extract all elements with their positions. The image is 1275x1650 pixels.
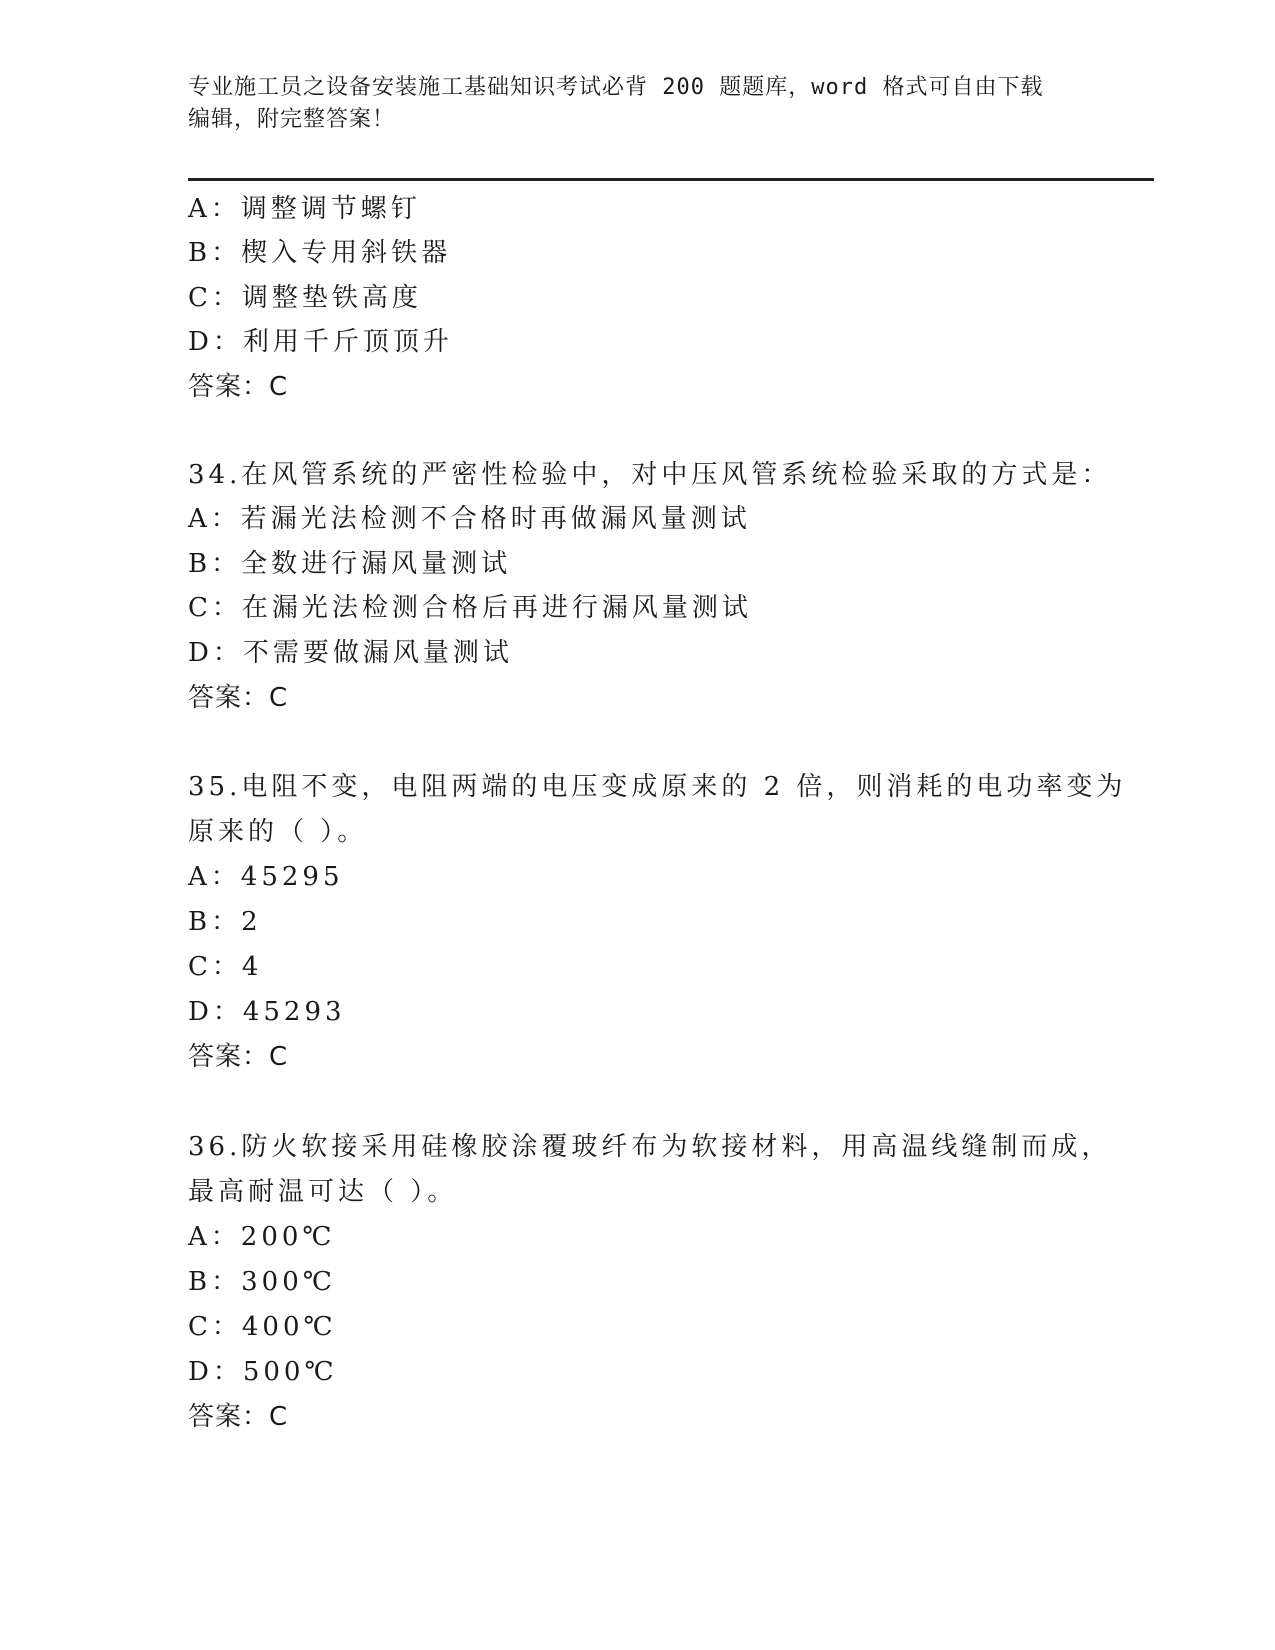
q35-option-b: B：2 bbox=[188, 907, 262, 937]
q35-answer: 答案：C bbox=[188, 1042, 289, 1072]
q36-option-c: C：400℃ bbox=[188, 1312, 337, 1342]
q35-question-line-2: 原来的（ ）。 bbox=[188, 817, 368, 847]
q34-answer: 答案：C bbox=[188, 683, 289, 713]
q35-question-line-1: 35.电阻不变，电阻两端的电压变成原来的 2 倍，则消耗的电功率变为 bbox=[188, 772, 1127, 802]
q34-option-b: B：全数进行漏风量测试 bbox=[188, 549, 512, 579]
document-header bbox=[188, 72, 1088, 136]
q33-answer: 答案：C bbox=[188, 372, 289, 402]
q35-option-d: D：45293 bbox=[188, 997, 346, 1027]
header-title-line-1: 专业施工员之设备安装施工基础知识考试必背 200 题题库，word 格式可自由下载 bbox=[188, 75, 1044, 100]
q34-question: 34.在风管系统的严密性检验中，对中压风管系统检验采取的方式是： bbox=[188, 460, 1112, 490]
q34-option-d: D：不需要做漏风量测试 bbox=[188, 638, 513, 668]
q35-option-c: C：4 bbox=[188, 952, 263, 982]
header-divider bbox=[188, 178, 1154, 181]
q33-option-a: A：调整调节螺钉 bbox=[188, 194, 421, 224]
q34-option-c: C：在漏光法检测合格后再进行漏风量测试 bbox=[188, 593, 752, 623]
q33-option-d: D：利用千斤顶顶升 bbox=[188, 327, 453, 357]
q36-question-line-1: 36.防火软接采用硅橡胶涂覆玻纤布为软接材料，用高温线缝制而成， bbox=[188, 1132, 1112, 1162]
q36-option-a: A：200℃ bbox=[188, 1222, 336, 1252]
q33-option-c: C：调整垫铁高度 bbox=[188, 283, 422, 313]
q36-answer: 答案：C bbox=[188, 1402, 289, 1432]
q36-option-d: D：500℃ bbox=[188, 1357, 338, 1387]
header-title-line-2: 编辑，附完整答案！ bbox=[188, 107, 396, 132]
q34-option-a: A：若漏光法检测不合格时再做漏风量测试 bbox=[188, 504, 751, 534]
q36-question-line-2: 最高耐温可达（ ）。 bbox=[188, 1177, 458, 1207]
q33-option-b: B：楔入专用斜铁器 bbox=[188, 238, 452, 268]
q36-option-b: B：300℃ bbox=[188, 1267, 336, 1297]
q35-option-a: A：45295 bbox=[188, 862, 344, 892]
